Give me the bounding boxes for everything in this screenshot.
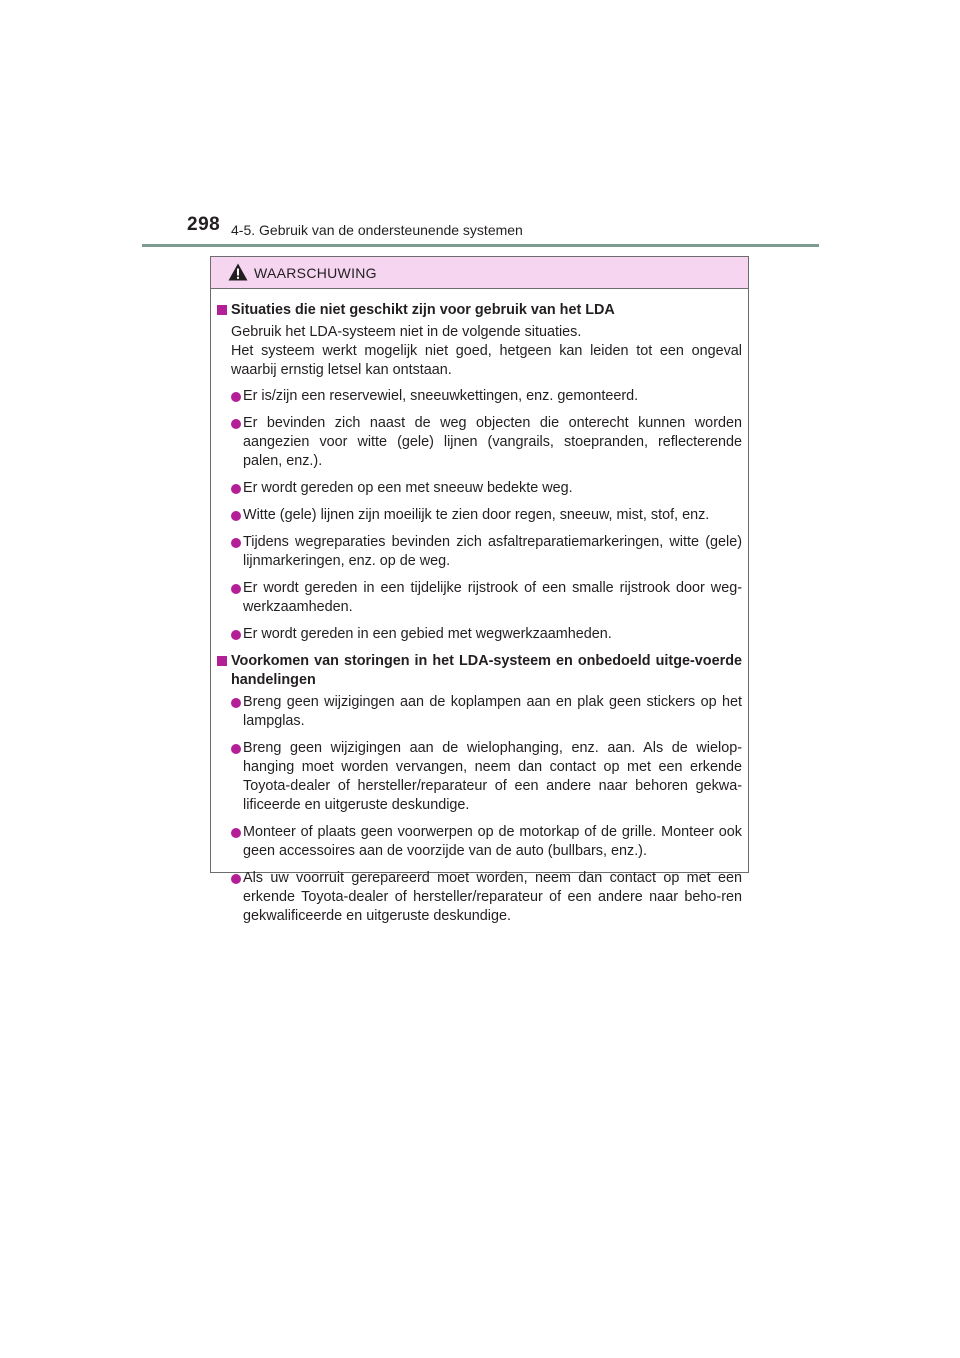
warning-section	[217, 652, 742, 926]
warning-box	[210, 256, 749, 924]
bullet-list	[217, 387, 742, 644]
round-bullet-icon	[231, 419, 241, 429]
round-bullet-icon	[231, 828, 241, 838]
list-item	[217, 579, 742, 617]
list-item	[217, 414, 742, 471]
round-bullet-icon	[231, 630, 241, 640]
section-heading	[217, 301, 742, 320]
list-item-text: Tijdens wegreparaties bevinden zich asfaltreparatiemarkeringen, witte (gele) lijnmarkeringen, enz. op de weg.	[243, 534, 742, 569]
list-item-text: Breng geen wijzigingen aan de wielophanging, enz. aan. Als de wielop-hanging moet worden vervangen, neem dan contact op met een erkende Toyota-dealer of hersteller/reparateur of een andere naar behoren gekwa-lificeerde en uitgeruste deskundige.	[243, 740, 742, 813]
intro-line: Gebruik het LDA-systeem niet in de volgende situaties.	[231, 324, 582, 340]
header-rule	[142, 244, 819, 247]
list-item	[217, 823, 742, 861]
round-bullet-icon	[231, 511, 241, 521]
round-bullet-icon	[231, 874, 241, 884]
list-item-text: Er wordt gereden op een met sneeuw bedekte weg.	[243, 480, 573, 496]
round-bullet-icon	[231, 538, 241, 548]
square-bullet-icon	[217, 656, 227, 666]
round-bullet-icon	[231, 584, 241, 594]
round-bullet-icon	[231, 744, 241, 754]
list-item-text: Er wordt gereden in een tijdelijke rijstrook of een smalle rijstrook door weg-werkzaamheden.	[243, 580, 742, 615]
list-item-text: Er wordt gereden in een gebied met wegwerkzaamheden.	[243, 626, 612, 642]
warning-body	[211, 289, 748, 926]
list-item-text: Monteer of plaats geen voorwerpen op de motorkap of de grille. Monteer ook geen accessoires aan de voorzijde van de auto (bullbars, enz.).	[243, 824, 742, 859]
round-bullet-icon	[231, 484, 241, 494]
warning-title: WAARSCHUWING	[254, 265, 377, 281]
square-bullet-icon	[217, 305, 227, 315]
list-item-text: Witte (gele) lijnen zijn moeilijk te zien door regen, sneeuw, mist, stof, enz.	[243, 507, 710, 523]
intro-line: Het systeem werkt mogelijk niet goed, hetgeen kan leiden tot een ongeval waarbij ernstig letsel kan ontstaan.	[231, 343, 742, 378]
round-bullet-icon	[231, 698, 241, 708]
page-number: 298	[187, 214, 221, 235]
section-intro	[217, 323, 742, 380]
round-bullet-icon	[231, 392, 241, 402]
section-heading-text: Voorkomen van storingen in het LDA-systeem en onbedoeld uitge-voerde handelingen	[231, 653, 742, 688]
list-item	[217, 387, 742, 406]
list-item	[217, 506, 742, 525]
section-title: 4-5. Gebruik van de ondersteunende systemen	[231, 222, 523, 238]
section-heading	[217, 652, 742, 690]
list-item-text: Er is/zijn een reservewiel, sneeuwkettingen, enz. gemonteerd.	[243, 388, 639, 404]
list-item	[217, 693, 742, 731]
warning-header	[211, 257, 748, 289]
warning-triangle-icon	[228, 263, 248, 281]
list-item	[217, 739, 742, 815]
list-item	[217, 869, 742, 926]
bullet-list	[217, 693, 742, 926]
list-item-text: Als uw voorruit gerepareerd moet worden, neem dan contact op met een erkende Toyota-dealer of hersteller/reparateur of een andere naar beho-ren gekwalificeerde en uitgeruste deskundige.	[243, 870, 742, 924]
warning-section	[217, 301, 742, 644]
list-item	[217, 479, 742, 498]
list-item	[217, 533, 742, 571]
list-item-text: Er bevinden zich naast de weg objecten die onterecht kunnen worden aangezien voor witte (gele) lijnen (vangrails, stoepranden, reflecterende palen, enz.).	[243, 415, 742, 469]
list-item	[217, 625, 742, 644]
list-item-text: Breng geen wijzigingen aan de koplampen aan en plak geen stickers op het lampglas.	[243, 694, 742, 729]
section-heading-text: Situaties die niet geschikt zijn voor gebruik van het LDA	[231, 302, 615, 318]
